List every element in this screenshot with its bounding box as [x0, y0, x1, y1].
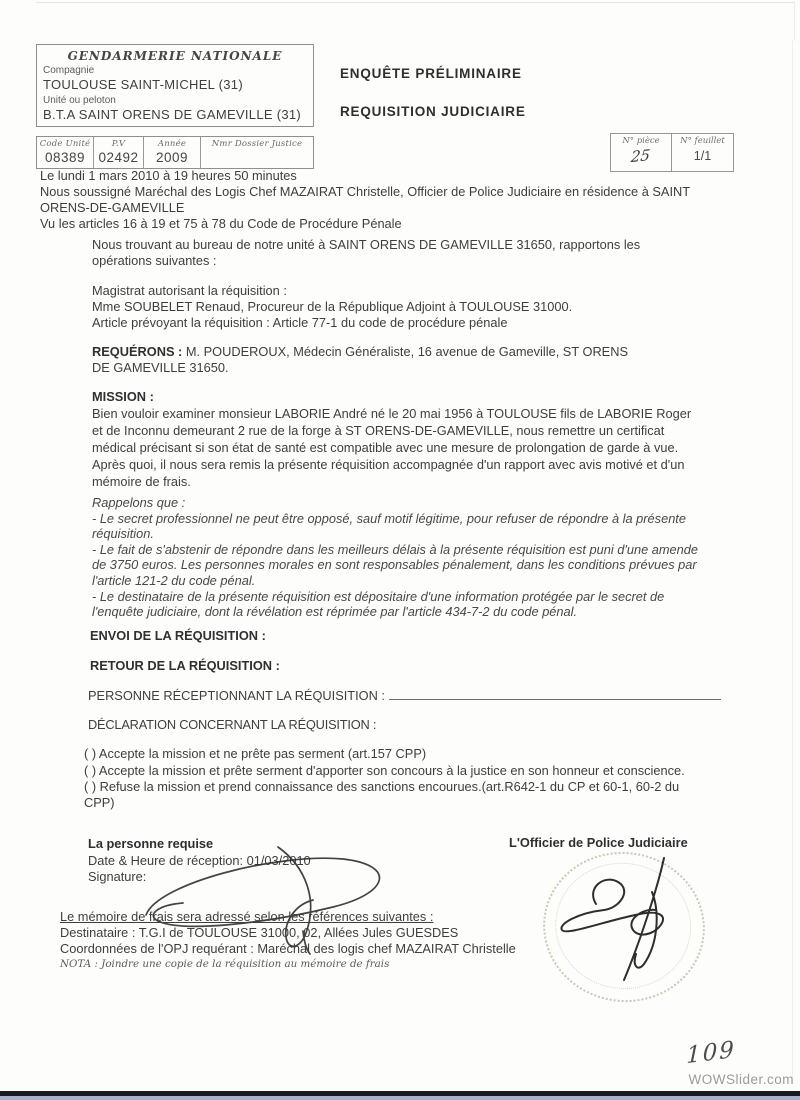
- company-label: Compagnie: [43, 65, 95, 76]
- retour-label: RETOUR DE LA RÉQUISITION :: [90, 658, 280, 673]
- ref-value: 08389: [44, 150, 86, 165]
- handwritten-page-number: 109: [685, 1036, 736, 1070]
- destinataire-line: Destinataire : T.G.I de TOULOUSE 31000, 02, Allées Jules GUESDES: [60, 925, 459, 940]
- reminder-block: [92, 495, 709, 620]
- scan-edge-artifact: [792, 40, 799, 1085]
- footer-references: [60, 909, 700, 970]
- ref-header: Année: [157, 139, 187, 149]
- declaration-options: [84, 746, 706, 812]
- feuillet-value: 1/1: [693, 149, 712, 163]
- piece-col: [611, 134, 672, 171]
- scan-edge-artifact: [36, 2, 795, 41]
- reminder-item: - Le secret professionnel ne peut être opposé, sauf motif légitime, pour refuser de répondre à la présente réquisition.: [92, 510, 686, 542]
- officer-title: L'Officier de Police Judiciaire: [509, 835, 688, 850]
- piece-number-handwritten: 25: [630, 145, 652, 167]
- ref-value: 2009: [155, 150, 189, 165]
- bottom-light-bar: [0, 1096, 800, 1100]
- piece-feuillet-box: [610, 133, 734, 172]
- reception-line: [88, 687, 721, 704]
- doc-title-requisition: REQUISITION JUDICIAIRE: [340, 104, 526, 119]
- opj-contact-line: Coordonnées de l'OPJ requérant : Maréchal des logis chef MAZAIRAT Christelle: [60, 941, 516, 956]
- opening-block: [40, 168, 732, 232]
- reminder-item: - Le fait de s'abstenir de répondre dans les meilleurs délais à la présente réquisition est puni d'une amende de 3750 euros. Les personnes morales en sont responsables pénalement, dans les conditions prévues par l'article 121-2 du code pénal.: [92, 541, 698, 588]
- doc-title-enquete: ENQUÊTE PRÉLIMINAIRE: [340, 66, 522, 81]
- gendarmerie-title: GENDARMERIE NATIONALE: [67, 49, 283, 63]
- reminder-item: - Le destinataire de la présente réquisition est dépositaire d'une information protégée par le secret de l'enquête judiciaire, dont la révélation est réprimée par l'article 434-7-2 du code pénal.: [92, 588, 665, 620]
- reference-table: [36, 136, 314, 169]
- unit-label: Unité ou peloton: [43, 95, 116, 106]
- ref-header: Code Unité: [39, 139, 91, 149]
- location-paragraph: [92, 237, 654, 269]
- ref-col-pv: [94, 137, 144, 168]
- feuillet-col: [672, 134, 733, 171]
- unit-value: B.T.A SAINT ORENS DE GAMEVILLE (31): [43, 107, 302, 122]
- ref-header: P.V: [111, 139, 126, 149]
- option-refuse: ( ) Refuse la mission et prend connaissance des sanctions encourues.(art.R642-1 du CP et 60-1, 60-2 du CPP): [84, 779, 680, 810]
- magistrate-block: [92, 283, 692, 331]
- officer-line: Nous soussigné Maréchal des Logis Chef MAZAIRAT Christelle, Officier de Police Judiciaire en résidence à SAINT ORENS-DE-GAMEVILLE: [40, 184, 690, 215]
- envoi-label: ENVOI DE LA RÉQUISITION :: [90, 628, 266, 643]
- requerons-block: [92, 344, 632, 376]
- requerons-label: REQUÉRONS :: [92, 344, 183, 359]
- company-value: TOULOUSE SAINT-MICHEL (31): [43, 77, 243, 92]
- date-line: Le lundi 1 mars 2010 à 19 heures 50 minutes: [40, 168, 297, 183]
- mission-block: [92, 389, 696, 490]
- piece-label: N° pièce: [622, 136, 660, 146]
- reception-label: PERSONNE RÉCEPTIONNANT LA RÉQUISITION :: [88, 688, 389, 703]
- ref-col-dossier: [201, 137, 313, 168]
- reception-fill-line: [389, 687, 721, 700]
- memo-line: Le mémoire de frais sera adressé selon les références suivantes :: [60, 909, 434, 924]
- ref-value: 02492: [98, 150, 139, 165]
- mission-text: Bien vouloir examiner monsieur LABORIE André né le 20 mai 1956 à TOULOUSE fils de LABORIE Roger et de Inconnu demeurant 2 rue de la forge à ST ORENS-DE-GAMEVILLE, nous remettre un certificat médical précisant si son état de santé est compatible avec une mesure de prolongation de garde à vue. Après quoi, il nous sera remis la présente réquisition accompagnée d'un rapport avec avis motivé et d'un mémoire de frais.: [92, 405, 692, 489]
- ref-col-code-unite: [37, 137, 94, 168]
- reception-date-line: Date & Heure de réception: 01/03/2010: [88, 853, 311, 868]
- wowslider-watermark: WOWSlider.com: [688, 1072, 794, 1087]
- feuillet-label: N° feuillet: [680, 136, 725, 146]
- person-required-title: La personne requise: [88, 836, 214, 851]
- mission-label: MISSION :: [92, 389, 154, 404]
- nota-line: NOTA : Joindre une copie de la réquisition au mémoire de frais: [60, 958, 390, 970]
- ref-value: [201, 149, 313, 153]
- articles-line: Vu les articles 16 à 19 et 75 à 78 du Code de Procédure Pénale: [40, 216, 402, 231]
- reminder-intro: Rappelons que :: [92, 495, 186, 510]
- unit-header-box: [36, 44, 314, 127]
- ref-col-annee: [144, 137, 201, 168]
- magistrate-line: Article prévoyant la réquisition : Article 77-1 du code de procédure pénale: [92, 315, 508, 330]
- ref-header: Nmr Dossier Justice: [211, 139, 303, 149]
- option-accept-no-oath: ( ) Accepte la mission et ne prête pas serment (art.157 CPP): [84, 746, 427, 761]
- signature-label: Signature:: [88, 869, 147, 884]
- magistrate-line: Mme SOUBELET Renaud, Procureur de la République Adjoint à TOULOUSE 31000.: [92, 299, 573, 314]
- declaration-label: DÉCLARATION CONCERNANT LA RÉQUISITION :: [88, 717, 377, 732]
- option-accept-oath: ( ) Accepte la mission et prête serment d'apporter son concours à la justice en son honneur et conscience.: [84, 762, 685, 778]
- requerons-text: M. POUDEROUX, Médecin Généraliste, 16 avenue de Gameville, ST ORENS DE GAMEVILLE 31650.: [92, 344, 628, 375]
- location-text: Nous trouvant au bureau de notre unité à SAINT ORENS DE GAMEVILLE 31650, rapportons les opérations suivantes :: [92, 237, 641, 268]
- magistrate-line: Magistrat autorisant la réquisition :: [92, 283, 287, 298]
